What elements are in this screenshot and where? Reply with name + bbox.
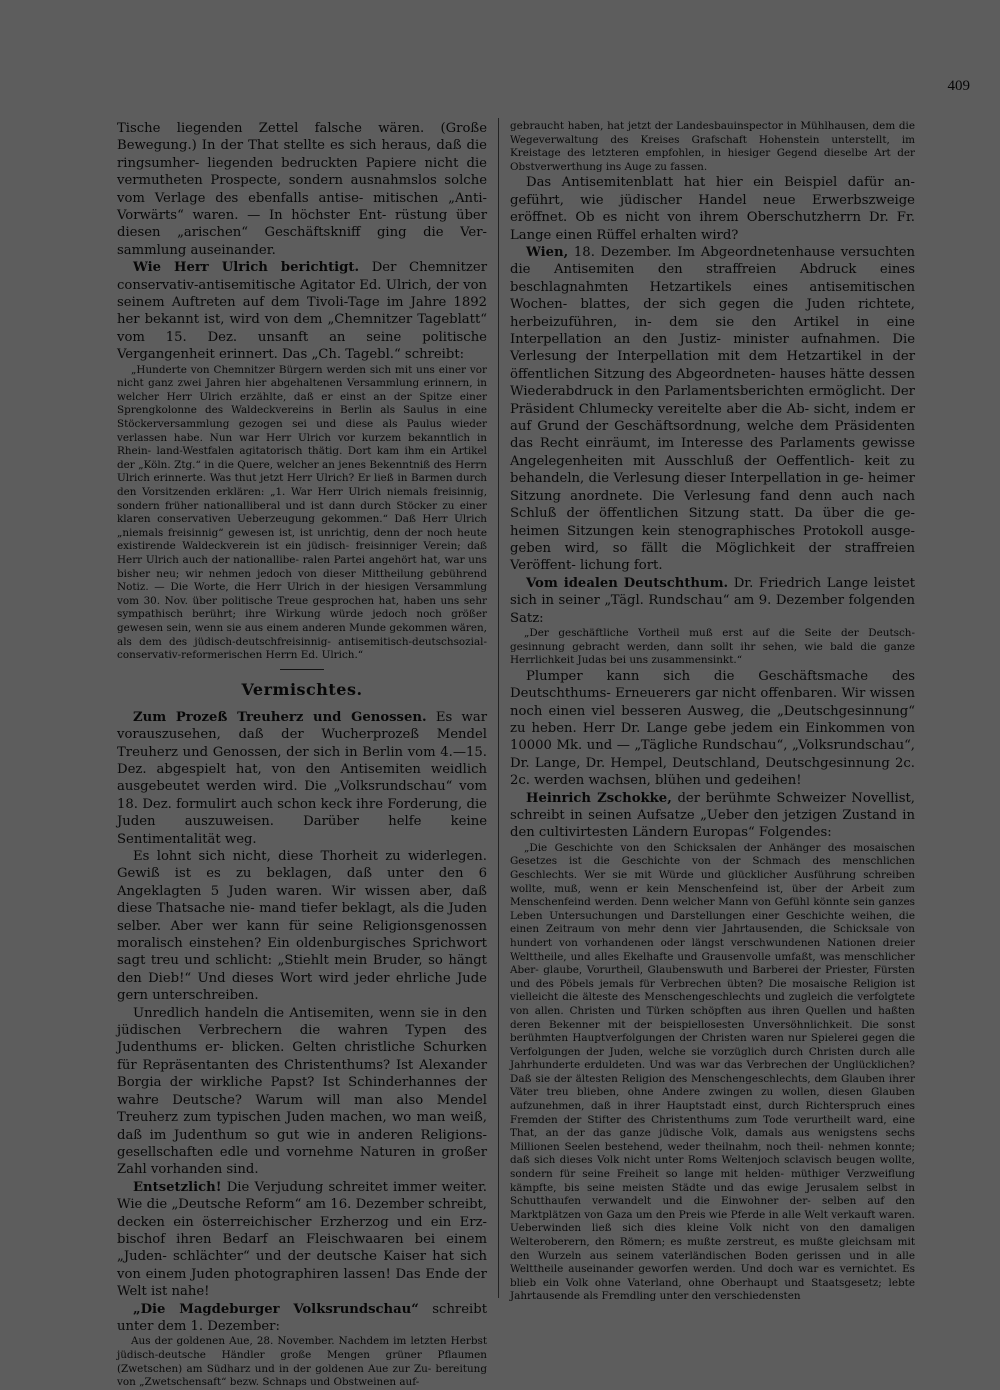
paragraph: Unredlich handeln die Antisemiten, wenn sie in den jüdischen Verbrechern die wahren Typen des Judenthums er- blicken. Gelten christliche Schurken für Repräsentanten des Christenthums? Ist Alexander Borgia der wirkliche Papst? Ist Schinderhannes der wahre Deutsche? Warum will man also Mendel Treuherz zum typischen Juden machen, wo man weiß, daß im Judenthum so gut wie in anderen Religions- gesellschaften edle und vornehme Naturen in großer Zahl vorhanden sind. (117, 1005, 487, 1178)
entsetzlich-article (117, 1179, 487, 1301)
article-text: der berühmte Schweizer Novellist, schreibt in seinen Aufsatze „Ueber den jetzigen Zustand in den cultivirtesten Ländern Europas“ Folgendes: (510, 790, 915, 841)
article-text: Dr. Friedrich Lange leistet sich in seiner „Tägl. Rundschau“ am 9. Dezember folgenden Satz: (510, 575, 915, 626)
magdeburger-article (117, 1301, 487, 1336)
article-heading: Wien, (526, 245, 569, 260)
article-heading: Zum Prozeß Treuherz und Genossen. (133, 709, 427, 725)
paragraph: Das Antisemitenblatt hat hier ein Beispiel dafür an- geführt, wie jüdischer Handel neue Erwerbszweige eröffnet. Ob es nicht von ihrem Oberschutzherrn Dr. Fr. Lange einen Rüffel erhalten wird? (510, 175, 915, 243)
article-heading: Heinrich Zschokke, (526, 790, 672, 806)
quotation: „Die Geschichte von den Schicksalen der Anhänger des mosaischen Gesetzes ist die Geschichte von der Schmach des menschlichen Geschlechts. Wer sie mit Würde und glücklicher Ausführung schreiben wollte, muß, wenn er kein Menschenfeind ist, über der Arbeit zum Menschenfeind werden. Denn welcher Mann von Gefühl könnte sein ganzes Leben Untersuchungen und Darstellungen einer Geschichte weihen, die einen Zeitraum von mehr denn vier Jahrtausenden, die Schicksale von hundert von vorhandenen oder längst verschwundenen Nationen dreier Welttheile, und alles Ekelhafte und Grausenvolle umfaßt, was menschlicher Aber- glaube, Vorurtheil, Glaubenswuth und Barberei der Priester, Fürsten und des Pöbels jemals für Verbrechen übten? Die mosaische Religion ist vielleicht die älteste des Menschengeschlechts und zugleich die verfolgtete von allen. Christen und Türken schöpften aus ihren Quellen und haßten deren Bekenner mit der beispiellosesten Unversöhnlichkeit. Die sonst berühmten Hauptverfolgungen der Christen waren nur Spielerei gegen die Verfolgungen der Juden, welche sie vorzüglich durch Christen durch alle Jahrhunderte erduldeten. Und was war das Verbrechen der Unglücklichen? Daß sie der ältesten Religion des Menschengeschlechts, dem Glauben ihrer Väter treu blieben, ohne Andere zwingen zu wollen, diesen Glauben aufzunehmen, daß in ihrer Hauptstadt einst, durch Richterspruch eines Fremden der Stifter des Christenthums zum Tode verurtheilt ward, eine That, an der das ganze jüdische Volk, damals aus wenigstens sechs Millionen Seelen bestehend, weder theilnahm, noch theil- nehmen konnte; daß sich dieses Volk nicht unter Roms Weltenjoch sclavisch beugen wollte, sondern für seine Freiheit so lange mit helden- müthiger Verzweiflung kämpfte, bis seine meisten Städte und das ewige Jerusalem selbst in Schutthaufen verwandelt und die Einwohner der- selben auf den Marktplätzen von Gaza um den Preis wie Pferde in alle Welt verkauft waren. Ueberwinden ließ sich dies kleine Volk nicht von den damaligen Welteroberern, den Römern; es mußte zerstreut, es mußte gleichsam mit den Wurzeln aus seinem vaterländischen Boden gerissen und in alle Welttheile auseinander geworfen werden. Und doch war es vernichtet. Es blieb ein Volk ohne Vaterland, ohne Oberhaupt und Staatsgesetz; lebte Jahrtausende als Fremdling unter den verschiedensten (510, 841, 915, 1303)
quotation: Aus der goldenen Aue, 28. November. Nachdem im letzten Herbst jüdisch-deutsche Händler große Mengen grüner Pflaumen (Zwetschen) am Südharz und in der goldenen Aue zur Zu- bereitung von „Zwetschensaft“ bezw. Schnaps und Obstweinen auf- (117, 1335, 487, 1389)
article-heading: Vom idealen Deutschthum. (526, 575, 729, 591)
section-heading: Vermischtes. (241, 679, 363, 699)
wien-article (510, 244, 915, 575)
quotation: gebraucht haben, hat jetzt der Landesbauinspector in Mühlhausen, dem die Wegeverwaltung des Kreises Grafschaft Hohenstein unterstellt, im Kreistage des letzteren empfohlen, in hiesiger Gegend dieselbe Art der Obstverwerthung ins Auge zu fassen. (510, 120, 915, 173)
ideal-article (510, 575, 915, 627)
separator-rule (280, 669, 324, 670)
quotation: „Der geschäftliche Vortheil muß erst auf die Seite der Deutsch- gesinnung gebracht werden, dann sollt ihr sehen, wie bald die ganze Herrlichkeit Judas bei uns zusammensinkt.“ (510, 626, 915, 667)
article-text: Es war vorauszusehen, daß der Wucherprozeß Mendel Treuherz und Genossen, der sich in Berlin vom 4.—15. Dez. abgespielt hat, von den Antisemiten weidlich ausgebeutet werden wird. Die „Volksrundschau“ vom 18. Dez. formulirt auch schon keck ihre Forderung, die Juden auszuweisen. Darüber helfe keine Sentimentalität weg. (117, 709, 488, 847)
article-heading: Entsetzlich! (133, 1179, 222, 1195)
article-heading: „Die Magdeburger Volksrundschau“ (133, 1301, 419, 1317)
page-number: 409 (947, 78, 970, 94)
quotation: „Hunderte von Chemnitzer Bürgern werden sich mit uns einer vor nicht ganz zwei Jahren hier abgehaltenen Versammlung erinnern, in welcher Herr Ulrich erzählte, daß er einst an der Spitze einer Sprengkolonne des Waldeckvereins in Berlin als Saulus in eine Stöckerversammlung gezogen sei und diese als Paulus wieder verlassen habe. Nun war Herr Ulrich vor kurzem bekanntlich in Rhein- land-Westfalen agitatorisch thätig. Dort kam ihm ein Artikel der „Köln. Ztg.“ in die Quere, welcher an jenes Bekenntniß des Herrn Ulrich erinnerte. Was thut jetzt Herr Ulrich? Er ließ in Barmen durch den Vorsitzenden erklären: „1. War Herr Ulrich niemals freisinnig, sondern früher nationalliberal und ist dann durch Stöcker zu einer klaren conservativen Ueberzeugung gekommen.“ Daß Herr Ulrich „niemals freisinnig“ gewesen ist, ist unrichtig, denn der noch heute existirende Waldeckverein ist ein jüdisch- freisinniger Verein; daß Herr Ulrich auch der nationallibe- ralen Partei angehört hat, war uns bisher neu; wir nehmen jedoch von dieser Mittheilung gebührend Notiz. — Die Worte, die Herr Ulrich in der hiesigen Versammlung vom 30. Nov. über politische Treue gesprochen hat, haben uns sehr sympathisch berührt; ihre Wirkung würde jedoch noch größer gewesen sein, wenn sie aus einem anderen Munde gekommen wären, als dem des jüdisch-deutschfreisinnig- antisemitisch-deutschsozial-conservativ-reformerischen Herrn Ed. Ulrich.“ (117, 363, 487, 662)
column-rule (498, 118, 499, 1298)
paragraph: Tische liegenden Zettel falsche wären. (Große Bewegung.) In der That stellte es sich heraus, daß die ringsumher- liegenden bedruckten Papiere nicht die vermutheten Prospecte, sondern ausnahmslos solche vom Verlage des ebenfalls antise- mitischen „Anti-Vorwärts“ waren. — In höchster Ent- rüstung über diesen „arischen“ Geschäftskniff ging die Ver- sammlung auseinander. (117, 121, 487, 258)
article-heading: Wie Herr Ulrich berichtigt. (133, 260, 360, 276)
left-column (117, 120, 487, 1390)
right-column (510, 120, 915, 1304)
article-text: 18. Dezember. Im Abgeordnetenhause versuchten die Antisemiten den straffreien Abdruck eines beschlagnahmten Hetzartikels eines antisemitischen Wochen- blattes, der sich gegen die Juden richtete, herbeizuführen, in- dem sie den Artikel in eine Interpellation an den Justiz- minister aufnahmen. Die Verlesung der Interpellation mit dem Hetzartikel in der öffentlichen Sitzung des Abgeordneten- hauses hätte dessen Wiederabdruck in den Parlamentsberichten ermöglicht. Der Präsident Chlumecky vereitelte aber die Ab- sicht, indem er auf Grund der Geschäftsordnung, welche dem Präsidenten das Recht einräumt, im Interesse des Parlaments gewisse Angelegenheiten mit Ausschluß der Oeffentlich- keit zu behandeln, die Verlesung dieser Interpellation in ge- heimer Sitzung anordnete. Die Verlesung fand denn auch nach Schluß der öffentlichen Sitzung statt. Da über die ge- heimen Sitzungen kein stenographisches Protokoll ausge- geben wird, so fällt die Möglichkeit der straffreien Veröffent- lichung fort. (510, 245, 915, 574)
article-text: schreibt unter dem 1. Dezember: (117, 1301, 487, 1334)
treuherz-article (117, 709, 487, 848)
zschokke-article (510, 790, 915, 842)
paragraph: Es lohnt sich nicht, diese Thorheit zu widerlegen. Gewiß ist es zu beklagen, daß unter den 6 Angeklagten 5 Juden waren. Wir wissen aber, daß diese Thatsache nie- mand tiefer beklagt, als die Juden selber. Aber wer kann für seine Religionsgenossen moralisch einstehen? Ein oldenburgisches Sprichwort sagt treu und schlicht: „Stiehlt mein Bruder, so hängt den Dieb!“ Und dieses Wort wird jeder ehrliche Jude gern unterschreiben. (117, 849, 487, 1004)
article-text: Der Chemnitzer conservativ-antisemitische Agitator Ed. Ulrich, der von seinem Auftreten auf dem Tivoli-Tage im Jahre 1892 her bekannt ist, wird von dem „Chemnitzer Tageblatt“ vom 15. Dez. unsanft an seine politische Vergangenheit erinnert. Das „Ch. Tagebl.“ schreibt: (117, 260, 487, 363)
article-text: Die Verjudung schreitet immer weiter. Wie die „Deutsche Reform“ am 16. Dezember schreibt, decken ein österreichischer Erzherzog und ein Erz- bischof ihren Bedarf an Fleischwaaren bei einem „Juden- schlächter“ und der deutsche Kaiser hat sich von einem Juden photographiren lassen! Das Ende der Welt ist nahe! (117, 1179, 487, 1300)
paragraph: Plumper kann sich die Geschäftsmache des Deutschthums- Erneuerers gar nicht offenbaren. Wir wissen noch einen viel besseren Ausweg, die „Deutschgesinnung“ zu heben. Herr Dr. Lange gebe jedem ein Einkommen von 10000 Mk. und — „Tägliche Rundschau“, „Volksrundschau“, Dr. Lange, Dr. Hempel, Deutschland, Deutschgesinnung 2c. 2c. werden wachsen, blühen und gedeihen! (510, 668, 915, 789)
ulrich-article (117, 259, 487, 363)
